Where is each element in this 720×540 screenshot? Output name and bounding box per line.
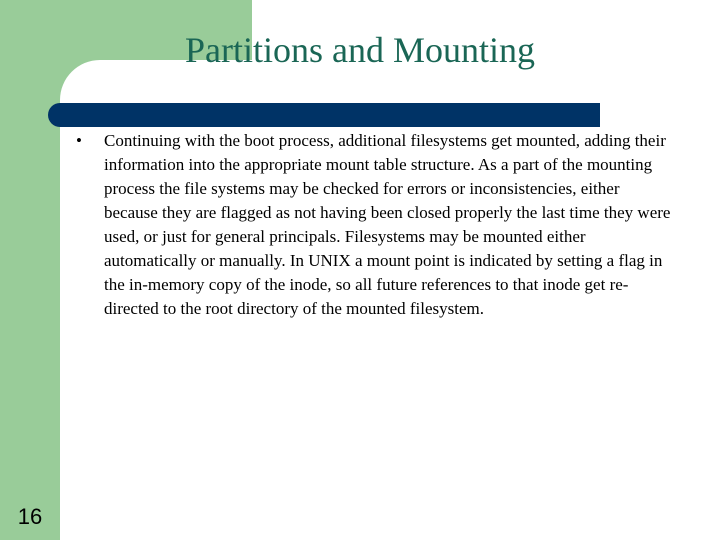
bullet-item bbox=[76, 129, 676, 321]
slide-number: 16 bbox=[17, 504, 43, 529]
bullet-marker: • bbox=[76, 131, 82, 150]
title-rule-bar bbox=[48, 103, 600, 127]
slide-body bbox=[76, 129, 676, 321]
bullet-text: Continuing with the boot process, additional filesystems get mounted, adding their information into the appropriate mount table structure. As a part of the mounting process the file systems may be checked for errors or inconsistencies, either because they are flagged as not having been closed properly the last time they were used, or just for general principals. Filesystems may be mounted either automatically or manually. In UNIX a mount point is indicated by setting a flag in the in-memory copy of the inode, so all future references to that inode get re-directed to the root directory of the mounted filesystem. bbox=[104, 131, 671, 318]
slide-title: Partitions and Mounting bbox=[185, 30, 535, 70]
